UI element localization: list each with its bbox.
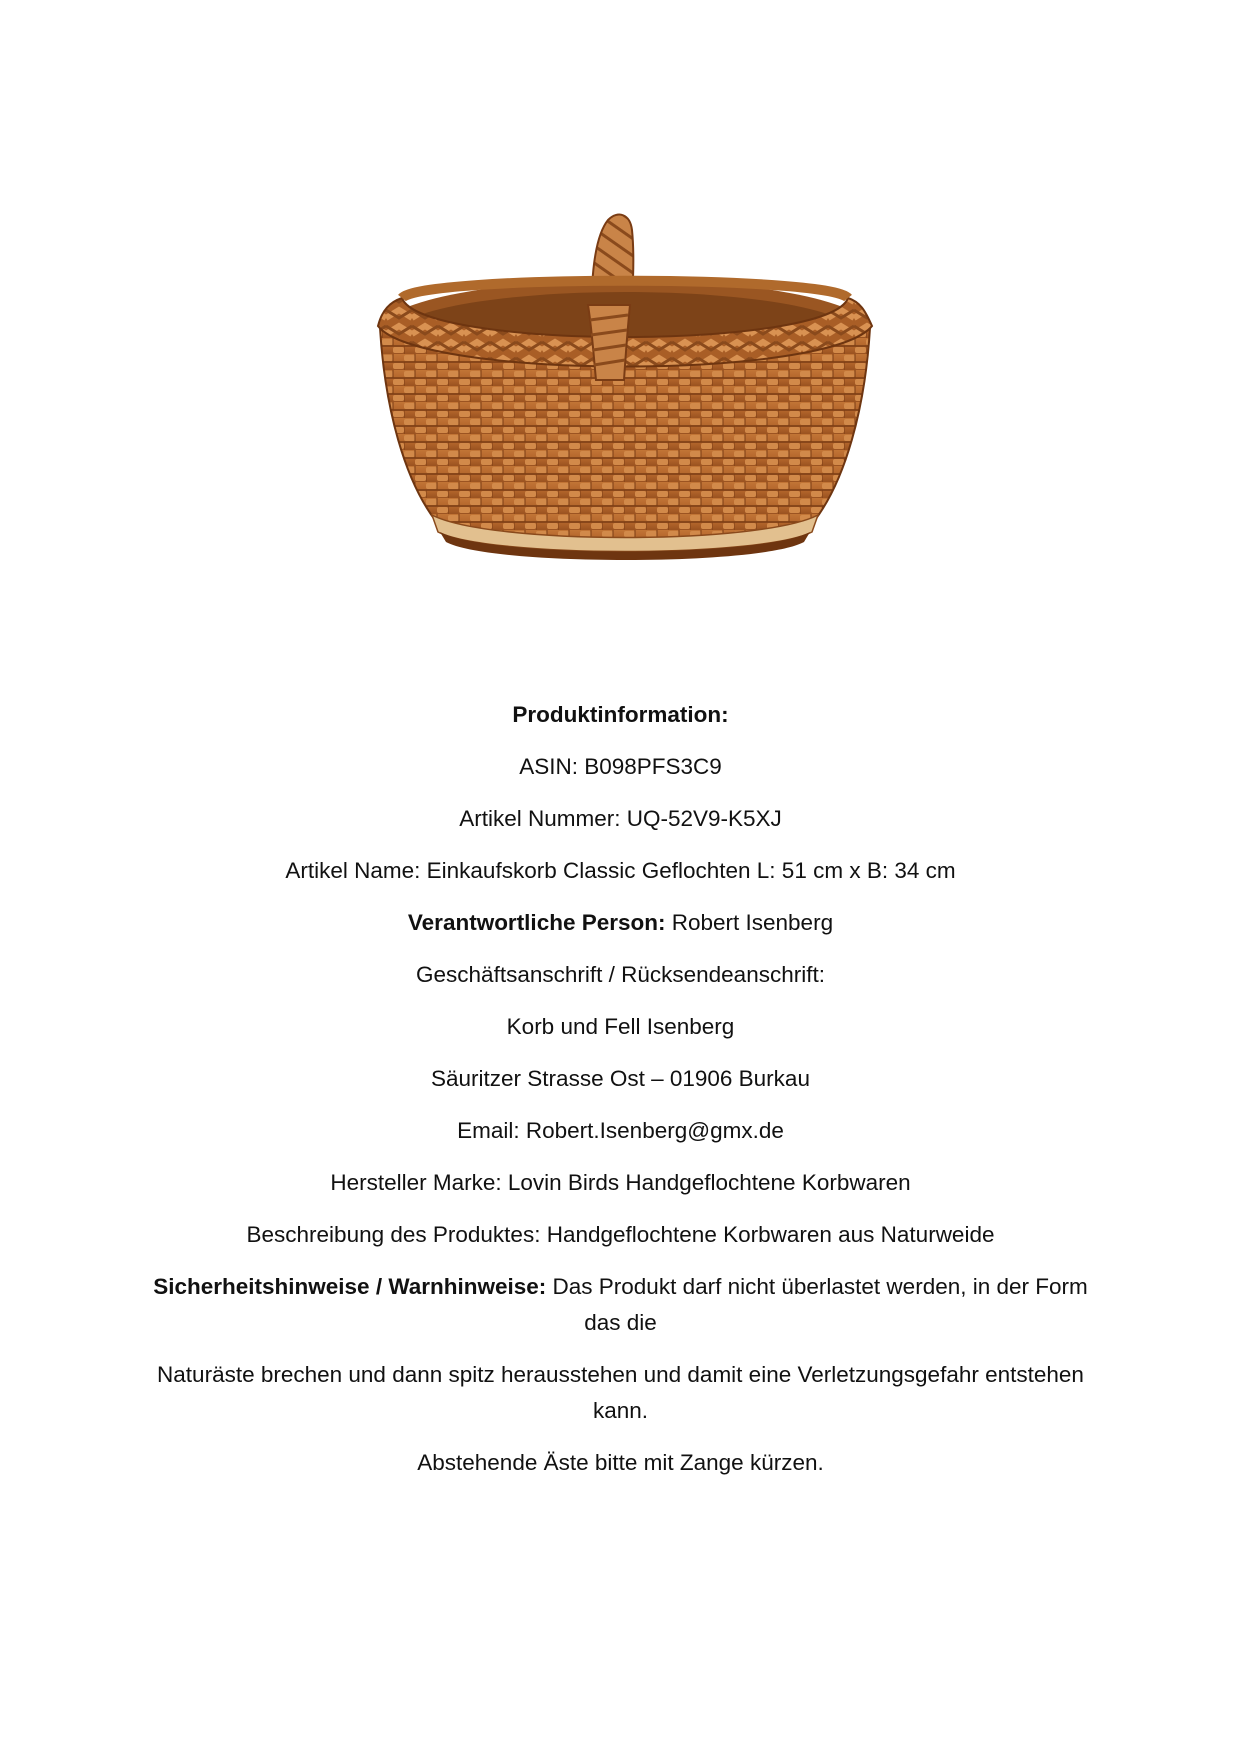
safety-line xyxy=(140,1269,1101,1341)
address-label-line: Geschäftsanschrift / Rücksendeanschrift: xyxy=(416,962,825,987)
article-number-line: Artikel Nummer: UQ-52V9-K5XJ xyxy=(459,806,782,831)
safety-label: Sicherheitshinweise / Warnhinweise: xyxy=(153,1274,547,1299)
responsible-person-line xyxy=(140,905,1101,941)
safety-line-2: Naturäste brechen und dann spitz herausstehen und damit eine Verletzungsgefahr entstehen kann. xyxy=(157,1362,1084,1423)
company-line: Korb und Fell Isenberg xyxy=(506,1014,735,1039)
safety-line-3: Abstehende Äste bitte mit Zange kürzen. xyxy=(417,1450,824,1475)
product-information xyxy=(140,697,1101,1497)
manufacturer-line: Hersteller Marke: Lovin Birds Handgeflochtene Korbwaren xyxy=(330,1170,911,1195)
asin-line: ASIN: B098PFS3C9 xyxy=(519,754,722,779)
description-line: Beschreibung des Produktes: Handgeflochtene Korbwaren aus Naturweide xyxy=(246,1222,995,1247)
safety-value: Das Produkt darf nicht überlastet werden, in der Form das die xyxy=(546,1274,1088,1335)
info-heading: Produktinformation: xyxy=(512,702,729,727)
article-name-line: Artikel Name: Einkaufskorb Classic Geflochten L: 51 cm x B: 34 cm xyxy=(285,858,956,883)
responsible-person-label: Verantwortliche Person: xyxy=(407,910,666,935)
street-line: Säuritzer Strasse Ost – 01906 Burkau xyxy=(431,1066,810,1091)
basket-image xyxy=(360,210,890,610)
responsible-person-value: Robert Isenberg xyxy=(665,910,834,935)
email-line: Email: Robert.Isenberg@gmx.de xyxy=(457,1118,784,1143)
